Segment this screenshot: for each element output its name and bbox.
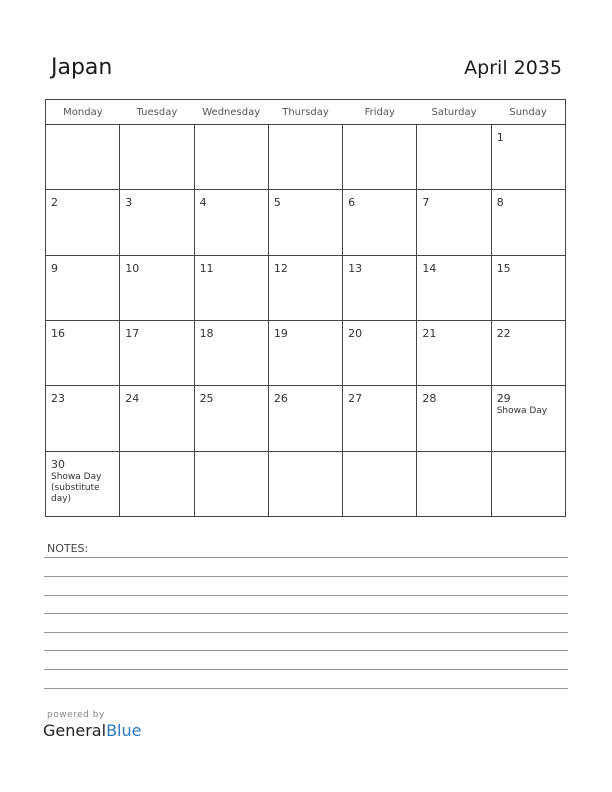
day-number xyxy=(46,125,119,132)
weekday-header-row xyxy=(46,100,566,125)
notes-line xyxy=(44,669,568,670)
weekday-header: Sunday xyxy=(491,100,565,125)
day-cell xyxy=(194,386,268,451)
powered-by-label: powered by xyxy=(47,710,105,720)
day-cell xyxy=(343,255,417,320)
day-number: 1 xyxy=(496,131,504,144)
day-cell xyxy=(194,125,268,190)
day-number: 11 xyxy=(199,261,214,275)
day-cell xyxy=(268,255,342,320)
day-cell xyxy=(491,255,565,320)
notes-line xyxy=(44,576,568,577)
day-cell xyxy=(194,190,268,255)
day-cell xyxy=(46,190,120,255)
day-cell xyxy=(417,125,491,190)
day-cell xyxy=(46,320,120,385)
day-number xyxy=(343,452,416,459)
day-number xyxy=(492,452,565,459)
day-number: 4 xyxy=(199,196,207,210)
day-number: 16 xyxy=(51,326,65,340)
day-number: 20 xyxy=(348,326,363,340)
notes-line xyxy=(44,557,568,558)
day-cell xyxy=(194,451,268,516)
weekday-header: Friday xyxy=(343,100,417,125)
day-cell xyxy=(417,255,491,320)
day-number: 15 xyxy=(496,261,511,275)
day-number xyxy=(195,125,268,132)
weekday-header: Monday xyxy=(46,100,120,125)
day-cell xyxy=(46,125,120,190)
day-number xyxy=(120,125,193,132)
day-cell xyxy=(343,320,417,385)
country-title: Japan xyxy=(51,55,113,80)
day-number xyxy=(269,452,342,459)
day-cell xyxy=(120,190,194,255)
day-number: 28 xyxy=(422,392,437,406)
month-title: April 2035 xyxy=(464,57,562,79)
day-cell xyxy=(343,190,417,255)
brand-logo xyxy=(43,721,141,740)
day-number: 23 xyxy=(51,392,65,406)
day-number: 13 xyxy=(348,261,363,275)
day-number xyxy=(417,452,490,459)
day-cell xyxy=(120,451,194,516)
day-number: 24 xyxy=(125,392,140,406)
day-number: 14 xyxy=(422,261,437,275)
day-number: 5 xyxy=(273,196,281,210)
day-cell xyxy=(343,125,417,190)
week-row xyxy=(46,125,566,190)
day-cell xyxy=(268,190,342,255)
day-number: 9 xyxy=(51,261,58,275)
week-row xyxy=(46,255,566,320)
day-cell xyxy=(491,190,565,255)
day-cell xyxy=(194,255,268,320)
brand-name-part2: Blue xyxy=(106,721,142,740)
day-cell xyxy=(491,451,565,516)
day-cell xyxy=(268,451,342,516)
day-cell xyxy=(46,386,120,451)
day-cell xyxy=(343,386,417,451)
notes-line xyxy=(44,595,568,596)
day-number: 10 xyxy=(125,261,140,275)
day-cell xyxy=(417,451,491,516)
notes-label: NOTES: xyxy=(47,542,89,555)
day-number: 17 xyxy=(125,326,140,340)
day-cell xyxy=(46,451,120,516)
day-number: 22 xyxy=(496,326,511,340)
calendar-grid xyxy=(45,99,566,517)
notes-line xyxy=(44,632,568,633)
day-number xyxy=(195,452,268,459)
weekday-header: Tuesday xyxy=(120,100,194,125)
day-cell xyxy=(268,320,342,385)
notes-line xyxy=(44,650,568,651)
day-cell xyxy=(120,386,194,451)
weekday-header: Wednesday xyxy=(194,100,268,125)
day-cell xyxy=(120,125,194,190)
day-number: 26 xyxy=(273,392,288,406)
day-number: 8 xyxy=(496,196,504,210)
weekday-header: Thursday xyxy=(268,100,342,125)
holiday-label: Showa Day xyxy=(496,406,548,417)
holiday-label: Showa Day (substitute day) xyxy=(51,471,102,504)
day-number: 21 xyxy=(422,326,437,340)
day-number xyxy=(269,125,342,132)
day-number: 25 xyxy=(199,392,214,406)
day-cell xyxy=(491,386,565,451)
weekday-header: Saturday xyxy=(417,100,491,125)
day-number: 12 xyxy=(273,261,288,275)
day-cell xyxy=(491,320,565,385)
day-cell xyxy=(194,320,268,385)
day-cell xyxy=(343,451,417,516)
day-number: 2 xyxy=(51,196,58,210)
day-number: 19 xyxy=(273,326,288,340)
day-number xyxy=(417,125,490,132)
day-number: 18 xyxy=(199,326,214,340)
week-row xyxy=(46,451,566,516)
day-cell xyxy=(120,255,194,320)
day-cell xyxy=(491,125,565,190)
notes-line xyxy=(44,613,568,614)
day-number: 30 xyxy=(51,457,65,471)
day-cell xyxy=(46,255,120,320)
day-cell xyxy=(268,125,342,190)
day-cell xyxy=(120,320,194,385)
day-number: 7 xyxy=(422,196,430,210)
week-row xyxy=(46,386,566,451)
notes-line xyxy=(44,688,568,689)
week-row xyxy=(46,320,566,385)
day-number xyxy=(343,125,416,132)
day-cell xyxy=(268,386,342,451)
day-cell xyxy=(417,386,491,451)
day-cell xyxy=(417,320,491,385)
day-cell xyxy=(417,190,491,255)
day-number: 29 xyxy=(496,392,511,406)
brand-name-part1: General xyxy=(43,721,107,740)
day-number: 3 xyxy=(125,196,133,210)
day-number: 27 xyxy=(348,392,363,406)
week-row xyxy=(46,190,566,255)
day-number: 6 xyxy=(348,196,356,210)
day-number xyxy=(120,452,193,459)
